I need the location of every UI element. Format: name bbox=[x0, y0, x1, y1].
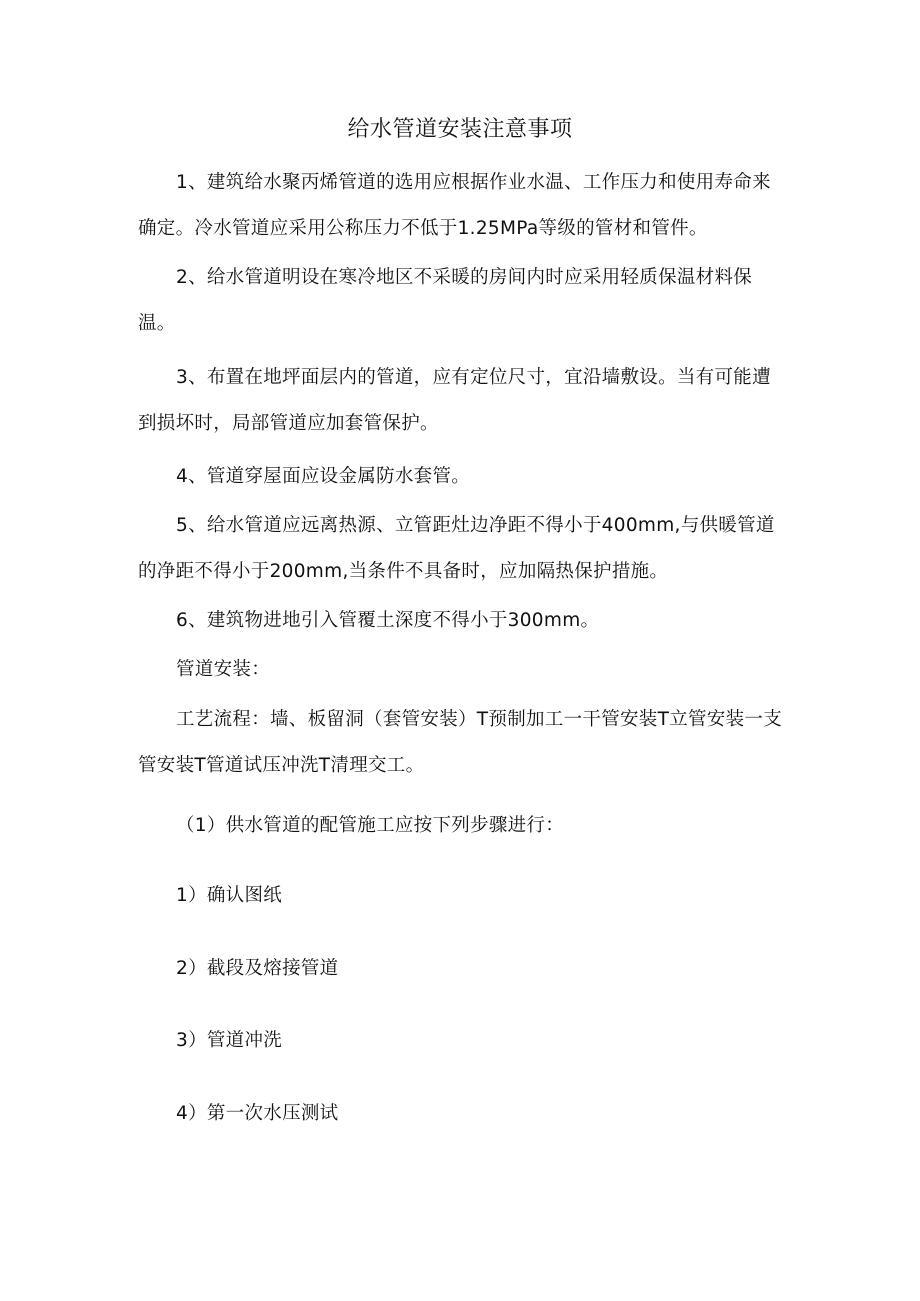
paragraph-1: 1、建筑给水聚丙烯管道的选用应根据作业水温、工作压力和使用寿命来确定。冷水管道应采用公称压力不低于1.25MPa等级的管材和管件。 bbox=[138, 172, 771, 239]
paragraph-6: 6、建筑物进地引入管覆土深度不得小于300mm。 bbox=[176, 610, 600, 631]
step-item: 3）管道冲洗 bbox=[176, 1030, 283, 1051]
step-intro: （1）供水管道的配管施工应按下列步骤进行： bbox=[176, 815, 565, 836]
paragraph-5: 5、给水管道应远离热源、立管距灶边净距不得小于400mm,与供暖管道的净距不得小于200mm,当条件不具备时，应加隔热保护措施。 bbox=[138, 515, 775, 582]
step-item: 2）截段及熔接管道 bbox=[176, 958, 339, 979]
paragraph-3: 3、布置在地坪面层内的管道，应有定位尺寸，宜沿墙敷设。当有可能遭到损坏时，局部管道应加套管保护。 bbox=[138, 367, 771, 434]
install-heading: 管道安装： bbox=[176, 659, 271, 680]
paragraph-4: 4、管道穿屋面应设金属防水套管。 bbox=[176, 466, 471, 487]
process-flow: 工艺流程：墙、板留洞（套管安装）T预制加工一干管安装T立管安装一支管安装T管道试压冲洗T清理交工。 bbox=[138, 709, 783, 776]
step-item: 4）第一次水压测试 bbox=[176, 1103, 339, 1124]
step-item: 1）确认图纸 bbox=[176, 885, 283, 906]
paragraph-2: 2、给水管道明设在寒冷地区不采暖的房间内时应采用轻质保温材料保温。 bbox=[138, 267, 753, 334]
document-title: 给水管道安装注意事项 bbox=[347, 117, 573, 142]
